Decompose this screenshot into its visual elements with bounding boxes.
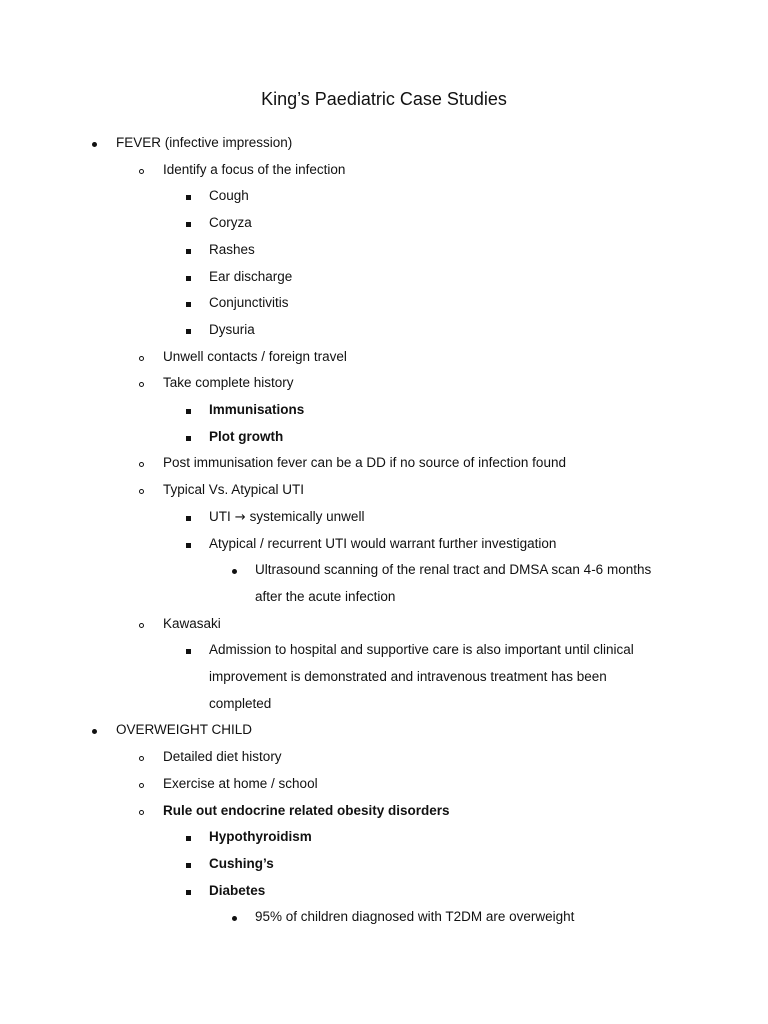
bullet-marker (139, 160, 144, 180)
list-item (209, 640, 634, 660)
list-item (116, 133, 292, 153)
list-item-text: OVERWEIGHT CHILD (116, 722, 253, 737)
bullet-marker (232, 907, 237, 927)
list-item (163, 453, 566, 473)
bullet-marker (186, 534, 191, 554)
list-item-text: Conjunctivitis (209, 295, 289, 310)
bullet-marker (139, 614, 144, 634)
bullet-marker (139, 774, 144, 794)
bullet-marker (232, 560, 237, 580)
list-item (255, 560, 651, 580)
list-item (209, 293, 289, 313)
list-item-text: Cushing’s (209, 856, 274, 871)
bullet-marker (139, 480, 144, 500)
list-item-text: Detailed diet history (163, 749, 282, 764)
list-item (255, 907, 574, 927)
list-item (163, 160, 345, 180)
list-item-text: completed (209, 696, 272, 711)
list-item (163, 347, 347, 367)
bullet-marker (186, 240, 191, 260)
list-item-text: Immunisations (209, 402, 305, 417)
list-item (209, 213, 252, 233)
bullet-marker (186, 320, 191, 340)
bullet-marker (186, 507, 191, 527)
list-item-text: Unwell contacts / foreign travel (163, 349, 347, 364)
list-item-text: Hypothyroidism (209, 829, 312, 844)
bullet-marker (186, 213, 191, 233)
bullet-marker (92, 720, 97, 740)
list-item-text: Exercise at home / school (163, 776, 318, 791)
bullet-marker (186, 186, 191, 206)
bullet-marker (186, 827, 191, 847)
bullet-marker (186, 427, 191, 447)
list-item-text: Diabetes (209, 883, 266, 898)
list-item-text: after the acute infection (255, 589, 396, 604)
bullet-marker (186, 881, 191, 901)
list-item-text: Post immunisation fever can be a DD if no source of infection found (163, 455, 566, 470)
list-item-text: Ear discharge (209, 269, 293, 284)
list-item (163, 480, 304, 500)
list-item-text: Coryza (209, 215, 252, 230)
bullet-marker (186, 854, 191, 874)
list-item (209, 534, 556, 554)
list-item (209, 186, 249, 206)
list-item (209, 267, 292, 287)
list-item-text: Plot growth (209, 429, 284, 444)
list-item-text: Take complete history (163, 375, 294, 390)
list-item (116, 720, 252, 740)
list-item (163, 373, 294, 393)
list-item-text: Kawasaki (163, 616, 221, 631)
list-item-text: improvement is demonstrated and intravenous treatment has been (209, 669, 607, 684)
list-item-text: Rule out endocrine related obesity disorders (163, 803, 450, 818)
list-item-text: Typical Vs. Atypical UTI (163, 482, 305, 497)
bullet-marker (139, 373, 144, 393)
list-item-text: systemically unwell (249, 509, 365, 524)
list-item (163, 774, 318, 794)
bullet-marker (186, 400, 191, 420)
bullet-marker (139, 747, 144, 767)
list-item-text: 95% of children diagnosed with T2DM are overweight (255, 909, 575, 924)
list-item-text: Identify a focus of the infection (163, 162, 346, 177)
list-item (209, 400, 304, 420)
bullet-marker (139, 801, 144, 821)
list-item (209, 320, 255, 340)
list-item (209, 854, 274, 874)
bullet-marker (186, 293, 191, 313)
list-item-text: Rashes (209, 242, 255, 257)
list-item (209, 881, 265, 901)
bullet-marker (139, 347, 144, 367)
bullet-marker (92, 133, 97, 153)
list-item (163, 747, 282, 767)
list-item (209, 240, 255, 260)
list-item (209, 694, 271, 714)
list-item (209, 427, 283, 447)
list-item (255, 587, 395, 607)
list-item (209, 507, 364, 528)
page-title: King’s Paediatric Case Studies (261, 89, 507, 109)
list-item-text: Ultrasound scanning of the renal tract and DMSA scan 4-6 months (255, 562, 652, 577)
list-item (163, 614, 221, 634)
list-item-text: Admission to hospital and supportive care is also important until clinical (209, 642, 634, 657)
list-item-text: Atypical / recurrent UTI would warrant further investigation (209, 536, 557, 551)
list-item-text: UTI (209, 509, 231, 524)
arrow-icon: → (234, 510, 246, 525)
list-item (209, 827, 312, 847)
list-item-text: Cough (209, 188, 249, 203)
bullet-marker (139, 453, 144, 473)
list-item-text: Dysuria (209, 322, 255, 337)
bullet-marker (186, 267, 191, 287)
list-item-text: FEVER (infective impression) (116, 135, 293, 150)
list-item (163, 801, 450, 821)
list-item (209, 667, 607, 687)
bullet-marker (186, 640, 191, 660)
